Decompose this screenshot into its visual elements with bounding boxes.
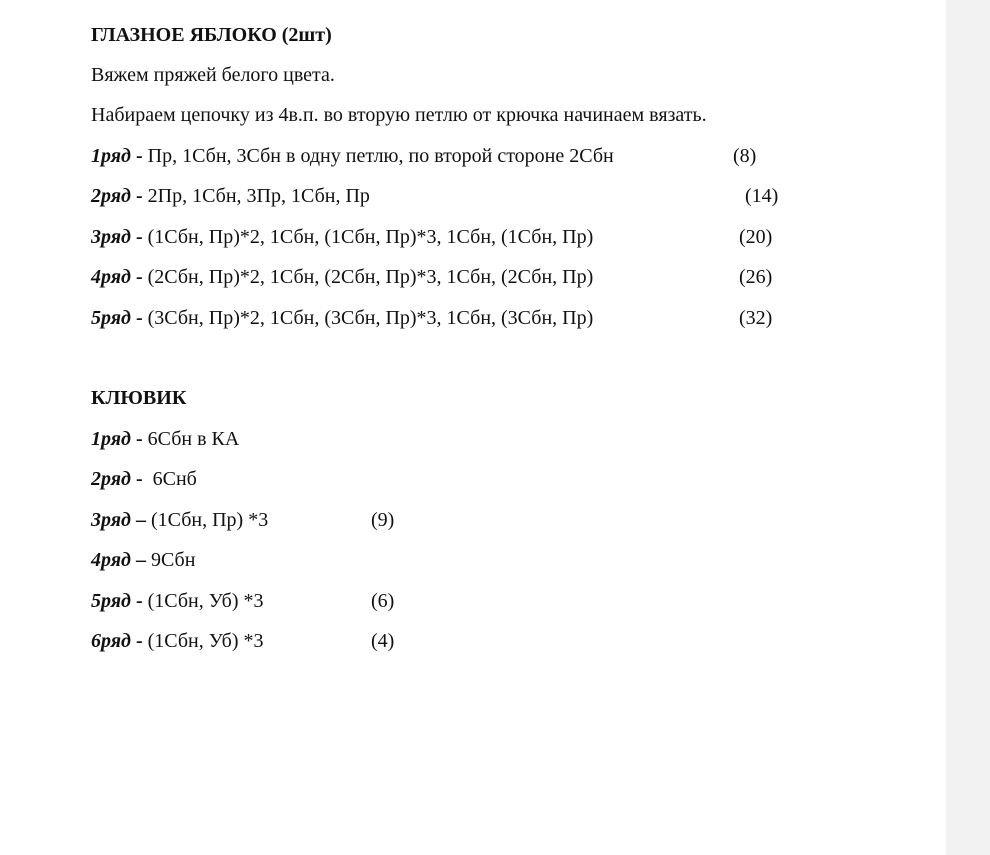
row-separator: – [130,549,151,571]
row-instructions: 6Сбн в КА [147,428,240,450]
row-label: 4ряд [91,266,131,288]
intro-line-chain: Набираем цепочку из 4в.п. во вторую петлю от крючка начинаем вязать. [91,104,707,126]
eyeball-row-1 [91,144,614,168]
row-separator: - [130,185,148,207]
eyeball-row-4 [91,265,593,289]
row-label: 1ряд [91,145,131,167]
beak-row-5-count: (6) [371,590,395,612]
row-instructions: (1Сбн, Пр)*2, 1Сбн, (1Сбн, Пр)*3, 1Сбн, (1Сбн, Пр) [147,226,594,248]
row-separator: - [130,428,148,450]
page-side-margin [946,0,990,855]
row-label: 3ряд [91,226,131,248]
eyeball-row-2-count: (14) [745,185,779,207]
eyeball-row-5 [91,306,593,330]
eyeball-row-1-count: (8) [733,145,757,167]
row-instructions: (1Сбн, Уб) *3 [147,590,264,612]
beak-row-5 [91,589,264,613]
beak-row-1 [91,427,239,451]
row-instructions: (1Сбн, Пр) *3 [150,509,269,531]
eyeball-row-3-count: (20) [739,226,773,248]
row-separator: - [130,468,153,490]
row-label: 2ряд [91,185,131,207]
beak-row-3 [91,508,268,532]
row-label: 5ряд [91,307,131,329]
eyeball-row-3 [91,225,593,249]
row-separator: - [130,630,148,652]
row-separator: - [130,226,148,248]
beak-row-6-count: (4) [371,630,395,652]
row-instructions: 6Снб [152,468,197,490]
section-title-eyeball: ГЛАЗНОЕ ЯБЛОКО (2шт) [91,24,332,46]
row-separator: - [130,266,148,288]
eyeball-row-4-count: (26) [739,266,773,288]
row-separator: - [130,307,148,329]
row-instructions: (3Сбн, Пр)*2, 1Сбн, (3Сбн, Пр)*3, 1Сбн, (3Сбн, Пр) [147,307,594,329]
intro-line-yarn: Вяжем пряжей белого цвета. [91,64,335,86]
eyeball-row-2 [91,184,370,208]
row-separator: - [130,590,148,612]
row-instructions: (1Сбн, Уб) *3 [147,630,264,652]
row-separator: - [130,145,148,167]
row-label: 4ряд [91,549,131,571]
eyeball-row-5-count: (32) [739,307,773,329]
row-label: 2ряд [91,468,131,490]
section-title-beak: КЛЮВИК [91,387,187,409]
row-label: 3ряд [91,509,131,531]
row-instructions: 9Сбн [150,549,196,571]
beak-row-3-count: (9) [371,509,395,531]
row-label: 1ряд [91,428,131,450]
row-instructions: Пр, 1Сбн, 3Сбн в одну петлю, по второй стороне 2Сбн [147,145,614,167]
row-separator: – [130,509,151,531]
beak-row-6 [91,629,264,653]
beak-row-2 [91,467,197,491]
row-label: 5ряд [91,590,131,612]
row-label: 6ряд [91,630,131,652]
beak-row-4 [91,548,195,572]
row-instructions: (2Сбн, Пр)*2, 1Сбн, (2Сбн, Пр)*3, 1Сбн, (2Сбн, Пр) [147,266,594,288]
row-instructions: 2Пр, 1Сбн, 3Пр, 1Сбн, Пр [147,185,370,207]
